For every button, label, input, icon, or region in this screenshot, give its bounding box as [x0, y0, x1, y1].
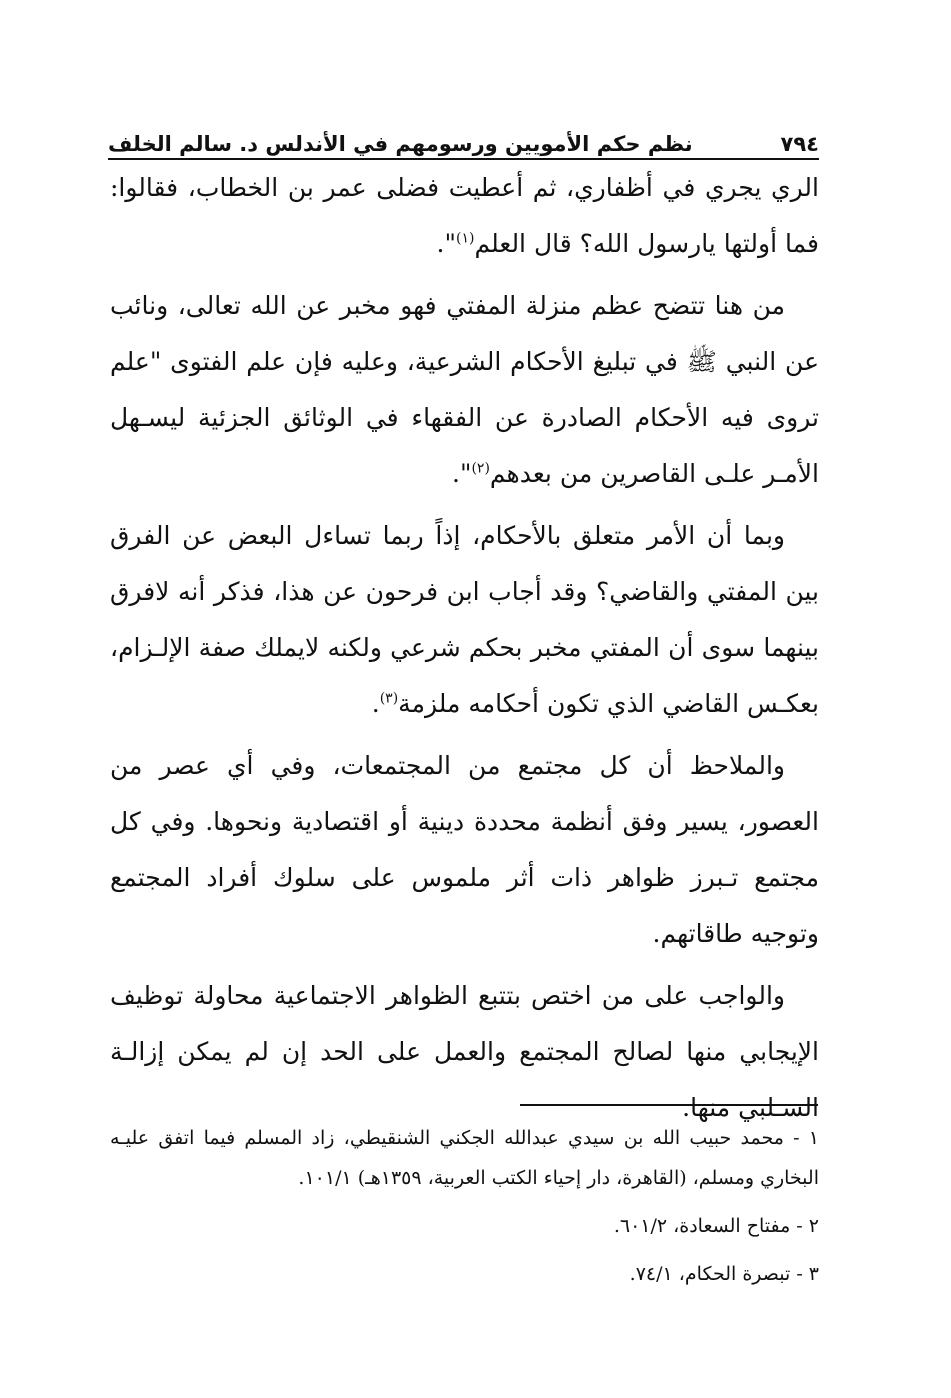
running-header: [108, 122, 819, 156]
paragraph-5: والواجب على من اختص بتتبع الظواهر الاجتماعية محاولة توظيف الإيجابي منها لصالح المجتمع والعمل على الحد إن لم يمكن إزالـة السـلبي منها.: [110, 981, 819, 1122]
footnote-1: ١ - محمد حبيب الله بن سيدي عبدالله الجكني الشنقيطي، زاد المسلم فيما اتفق عليـه البخاري ومسلم، (القاهرة، دار إحياء الكتب العربية، ١٣٥٩هـ) ١٠١/١.: [110, 1127, 819, 1189]
paragraph-1: [110, 160, 819, 272]
paragraph-2: [110, 278, 819, 502]
page-number: ٧٩٤: [780, 132, 819, 156]
footnotes: [110, 1118, 819, 1302]
footnote-2: ٢ - مفتاح السعادة، ٦٠١/٢.: [613, 1215, 819, 1237]
paragraph-3-text: وبما أن الأمر متعلق بالأحكام، إذاً ربما تساءل البعض عن الفرق بين المفتي والقاضي؟ وقد أجاب ابن فرحون عن هذا، فذكر أنه لافرق بينهما سوى أن المفتي مخبر بحكم شرعي ولكنه لايملك صفة الإلـزام، بعكـس القاضي الذي تكون أحكامه ملزمة: [110, 521, 819, 718]
footnote-3: ٣ - تبصرة الحكام، ٧٤/١.: [629, 1263, 819, 1285]
paragraph-3-end: .: [371, 689, 380, 718]
paragraph-2-end: ".: [452, 459, 472, 488]
footnote-ref-1: (١): [456, 230, 475, 247]
footnote-ref-2: (٢): [471, 460, 490, 477]
paragraph-1-end: ".: [436, 229, 456, 258]
paragraph-1-text: الري يجري في أظفاري، ثم أعطيت فضلى عمر بن الخطاب، فقالوا: فما أولتها يارسول الله؟ قال العلم: [110, 173, 819, 258]
main-text: [110, 160, 819, 1142]
footnote-separator: [520, 1104, 818, 1106]
running-title: نظم حكم الأمويين ورسومهم في الأندلس د. سالم الخلف: [108, 132, 693, 156]
paragraph-3: [110, 508, 819, 732]
footnote-ref-3: (٣): [379, 690, 399, 707]
paragraph-2-text: من هنا تتضح عظم منزلة المفتي فهو مخبر عن الله تعالى، ونائب عن النبي ﷺ في تبليغ الأحكام الشرعية، وعليه فإن علم الفتوى "علم تروى فيه الأحكام الصادرة عن الفقهاء في الوثائق الجزئية ليسـهل الأمـر علـى القاصرين من بعدهم: [110, 291, 819, 488]
paragraph-4: والملاحظ أن كل مجتمع من المجتمعات، وفي أي عصر من العصور، يسير وفق أنظمة محددة دينية أو اقتصادية ونحوها. وفي كل مجتمع تـبرز ظواهر ذات أثر ملموس على سلوك أفراد المجتمع وتوجيه طاقاتهم.: [110, 751, 819, 948]
